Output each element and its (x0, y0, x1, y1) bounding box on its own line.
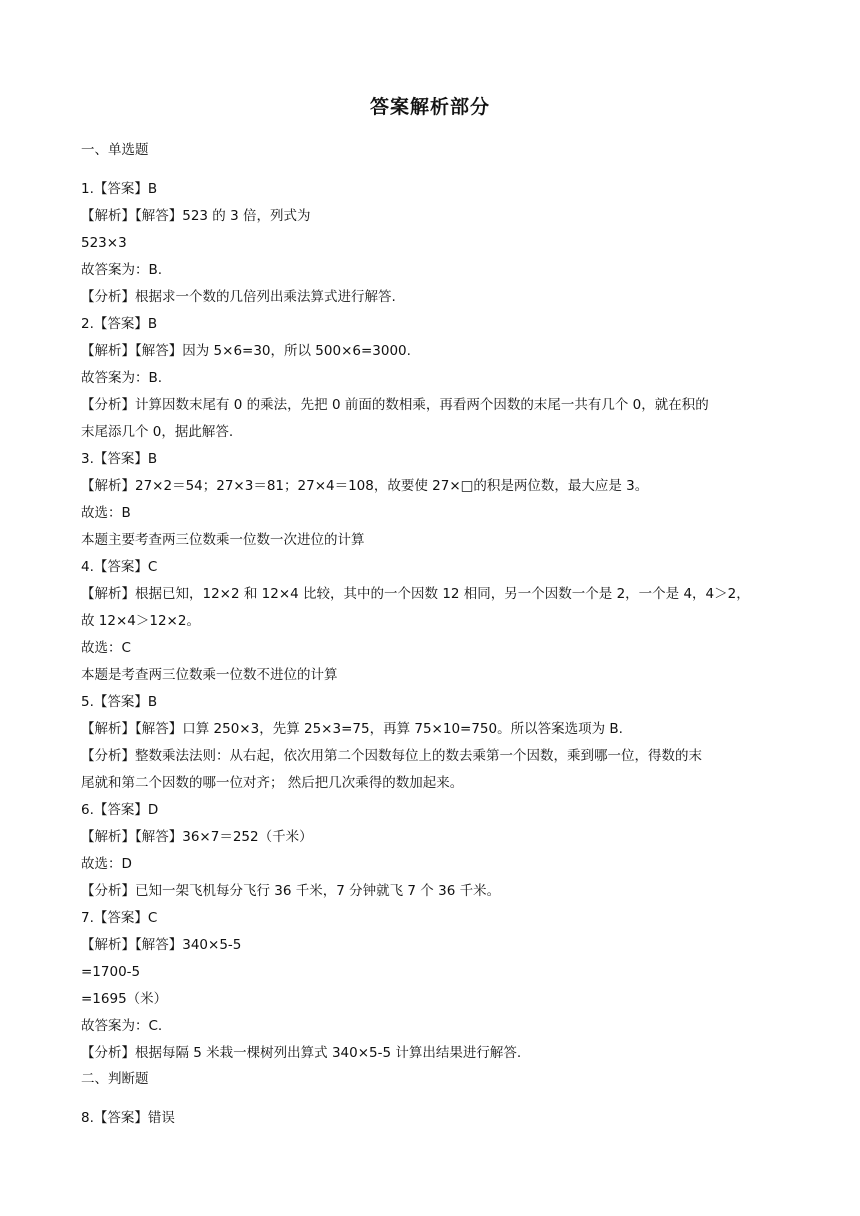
explanation-line: 故选：D (81, 856, 132, 872)
explanation-line: 故答案为：B. (81, 262, 163, 278)
answer-line: 4.【答案】C (81, 559, 158, 575)
answer-line: 8.【答案】错误 (81, 1110, 175, 1126)
explanation-line: 【分析】根据求一个数的几倍列出乘法算式进行解答. (81, 289, 396, 305)
explanation-line: 尾就和第二个因数的哪一位对齐； 然后把几次乘得的数加起来。 (81, 775, 464, 791)
explanation-line: 【解析】27×2＝54；27×3＝81；27×4＝108，故要使 27×□的积是两位数，最大应是 3。 (81, 478, 649, 494)
section-heading: 一、单选题 (81, 142, 149, 158)
explanation-line: 【解析】【解答】36×7＝252（千米） (81, 829, 313, 845)
explanation-line: 本题主要考查两三位数乘一位数一次进位的计算 (81, 532, 365, 548)
answer-line: 1.【答案】B (81, 181, 158, 197)
explanation-line: 故选：B (81, 505, 131, 521)
explanation-line: 【分析】整数乘法法则：从右起，依次用第二个因数每位上的数去乘第一个因数，乘到哪一位，得数的末 (81, 748, 702, 764)
answer-line: 5.【答案】B (81, 694, 158, 710)
explanation-line: 故 12×4＞12×2。 (81, 613, 200, 629)
answer-body (81, 138, 781, 1132)
explanation-line: 【分析】计算因数末尾有 0 的乘法，先把 0 前面的数相乘，再看两个因数的末尾一共有几个 0，就在积的 (81, 397, 709, 413)
page-title: 答案解析部分 (369, 96, 490, 118)
explanation-line: 【解析】【解答】口算 250×3，先算 25×3=75，再算 75×10=750。所以答案选项为 B. (81, 721, 623, 737)
explanation-line: 【解析】根据已知，12×2 和 12×4 比较，其中的一个因数 12 相同，另一个因数一个是 2，一个是 4，4＞2， (81, 586, 750, 602)
explanation-line: 故答案为：C. (81, 1018, 163, 1034)
answer-line: 7.【答案】C (81, 910, 158, 926)
explanation-line: 【解析】【解答】523 的 3 倍，列式为 (81, 208, 311, 224)
explanation-line: 本题是考查两三位数乘一位数不进位的计算 (81, 667, 338, 683)
explanation-line: 【解析】【解答】340×5-5 (81, 937, 242, 953)
section-heading: 二、判断题 (81, 1071, 149, 1087)
explanation-line: 末尾添几个 0，据此解答. (81, 424, 234, 440)
explanation-line: =1695（米） (81, 991, 168, 1007)
explanation-line: =1700-5 (81, 964, 141, 980)
answer-line: 2.【答案】B (81, 316, 158, 332)
explanation-line: 故选：C (81, 640, 131, 656)
explanation-line: 故答案为：B. (81, 370, 163, 386)
explanation-line: 【解析】【解答】因为 5×6=30，所以 500×6=3000. (81, 343, 411, 359)
answer-line: 3.【答案】B (81, 451, 158, 467)
answer-line: 6.【答案】D (81, 802, 159, 818)
explanation-line: 【分析】根据每隔 5 米栽一棵树列出算式 340×5-5 计算出结果进行解答. (81, 1045, 522, 1061)
explanation-line: 523×3 (81, 235, 127, 251)
explanation-line: 【分析】已知一架飞机每分飞行 36 千米，7 分钟就飞 7 个 36 千米。 (81, 883, 501, 899)
